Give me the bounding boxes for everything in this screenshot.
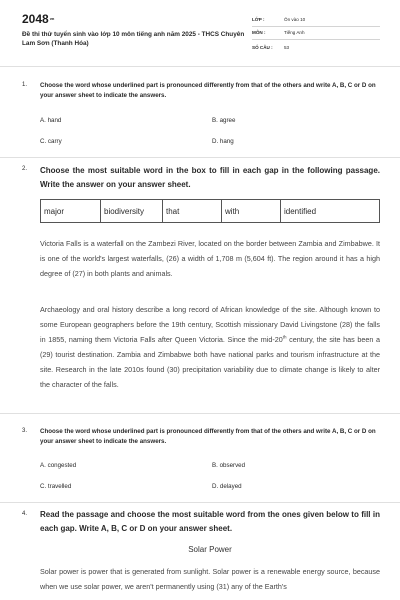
- question-3-option-a[interactable]: [40, 462, 76, 469]
- option-word: agree: [219, 117, 236, 124]
- option-word: carry: [47, 138, 62, 145]
- question-divider: [0, 413, 400, 414]
- question-divider: [0, 502, 400, 503]
- meta-class-key: LỚP :: [252, 17, 265, 22]
- meta-divider: [252, 39, 380, 40]
- question-3-option-c[interactable]: [40, 483, 71, 490]
- meta-subject-key: MÔN :: [252, 30, 266, 35]
- word-box-cell: identified: [281, 200, 380, 223]
- question-3-option-d[interactable]: [212, 483, 242, 490]
- option-word: congested: [47, 462, 77, 469]
- question-4-number: 4.: [22, 511, 28, 517]
- word-box-cell: biodiversity: [101, 200, 163, 223]
- option-letter: A.: [40, 462, 46, 469]
- word-box-cell: that: [163, 200, 222, 223]
- passage-paragraph-2: [40, 302, 380, 392]
- option-letter: B.: [212, 117, 218, 124]
- option-word: delayed: [219, 483, 242, 490]
- option-word: hand: [47, 117, 62, 124]
- passage-paragraph: Solar power is power that is generated from sunlight. Solar power is a renewable energy source, because when we use solar power, we aren't permanently using (31) any of the Earth's: [40, 567, 380, 591]
- option-letter: A.: [40, 117, 46, 124]
- question-2-number: 2.: [22, 166, 28, 172]
- paragraph-text: Archaeology and oral history describe a long record of African knowledge of the site. Although known to some European geographers before the 19th century, Scottish missionary David Livingstone (28) the falls in 1855, naming them Victoria Falls after Queen Victoria. Since the mid-20: [40, 305, 380, 344]
- meta-count-key: SỐ CÂU :: [252, 45, 273, 50]
- question-1-prompt: Choose the word whose underlined part is pronounced differently from that of the others and write A, B, C or D on your answer sheet to indicate the answers.: [40, 82, 376, 99]
- question-3-prompt: Choose the word whose underlined part is pronounced differently from that of the others and write A, B, C or D on your answer sheet to indicate the answers.: [40, 428, 376, 445]
- superscript: th: [282, 334, 287, 340]
- page-header: [0, 0, 400, 66]
- option-letter: D.: [212, 483, 219, 490]
- option-letter: B.: [212, 462, 218, 469]
- site-logo[interactable]: [22, 12, 54, 26]
- meta-subject-value: Tiếng Anh: [284, 30, 305, 35]
- question-3-option-b[interactable]: [212, 462, 245, 469]
- meta-class-value: Ôn vào 10: [284, 17, 306, 22]
- word-box-cell: with: [222, 200, 281, 223]
- logo-suffix: vn: [49, 16, 55, 21]
- paragraph-text: century, the site has been a (29) tourist destination. Zambia and Zimbabwe both have national parks and tourism infrastructure at the site. Research in the late 2010s found (30) precipitation variability due to climate change is likely to alter the character of the falls.: [40, 335, 380, 389]
- word-box-cell: major: [41, 200, 101, 223]
- option-word: travelled: [47, 483, 72, 490]
- word-box: [40, 199, 380, 223]
- exam-title: Đề thi thử tuyển sinh vào lớp 10 môn tiếng anh năm 2025 - THCS Chuyên Lam Sơn (Thanh Hóa): [22, 31, 245, 47]
- question-1-option-d[interactable]: [212, 138, 234, 145]
- option-word: observed: [219, 462, 246, 469]
- question-1-number: 1.: [22, 82, 28, 88]
- header-divider: [0, 66, 400, 67]
- question-1-option-c[interactable]: [40, 138, 62, 145]
- question-4-prompt: Read the passage and choose the most suitable word from the ones given below to fill in each gap. Write A, B, C or D on your answer sheet.: [40, 510, 380, 533]
- option-word: hang: [219, 138, 234, 145]
- meta-divider: [252, 26, 380, 27]
- question-1-option-a[interactable]: [40, 117, 61, 124]
- question-1-option-b[interactable]: [212, 117, 235, 124]
- passage-paragraph-1: Victoria Falls is a waterfall on the Zambezi River, located on the border between Zambia and Zimbabwe. It is one of the world's largest waterfalls, (26) a width of 1,708 m (5,604 ft). The region around it has a high degree of (27) in both plants and animals.: [40, 239, 380, 278]
- question-2-prompt: Choose the most suitable word in the box to fill in each gap in the following passage. Write the answer on your answer sheet.: [40, 166, 380, 189]
- option-letter: D.: [212, 138, 219, 145]
- meta-count-value: 53: [284, 45, 290, 50]
- option-letter: C.: [40, 138, 47, 145]
- question-divider: [0, 157, 400, 158]
- logo-text: 2048: [22, 12, 49, 26]
- option-letter: C.: [40, 483, 47, 490]
- question-3-number: 3.: [22, 428, 28, 434]
- passage-title: Solar Power: [188, 545, 232, 554]
